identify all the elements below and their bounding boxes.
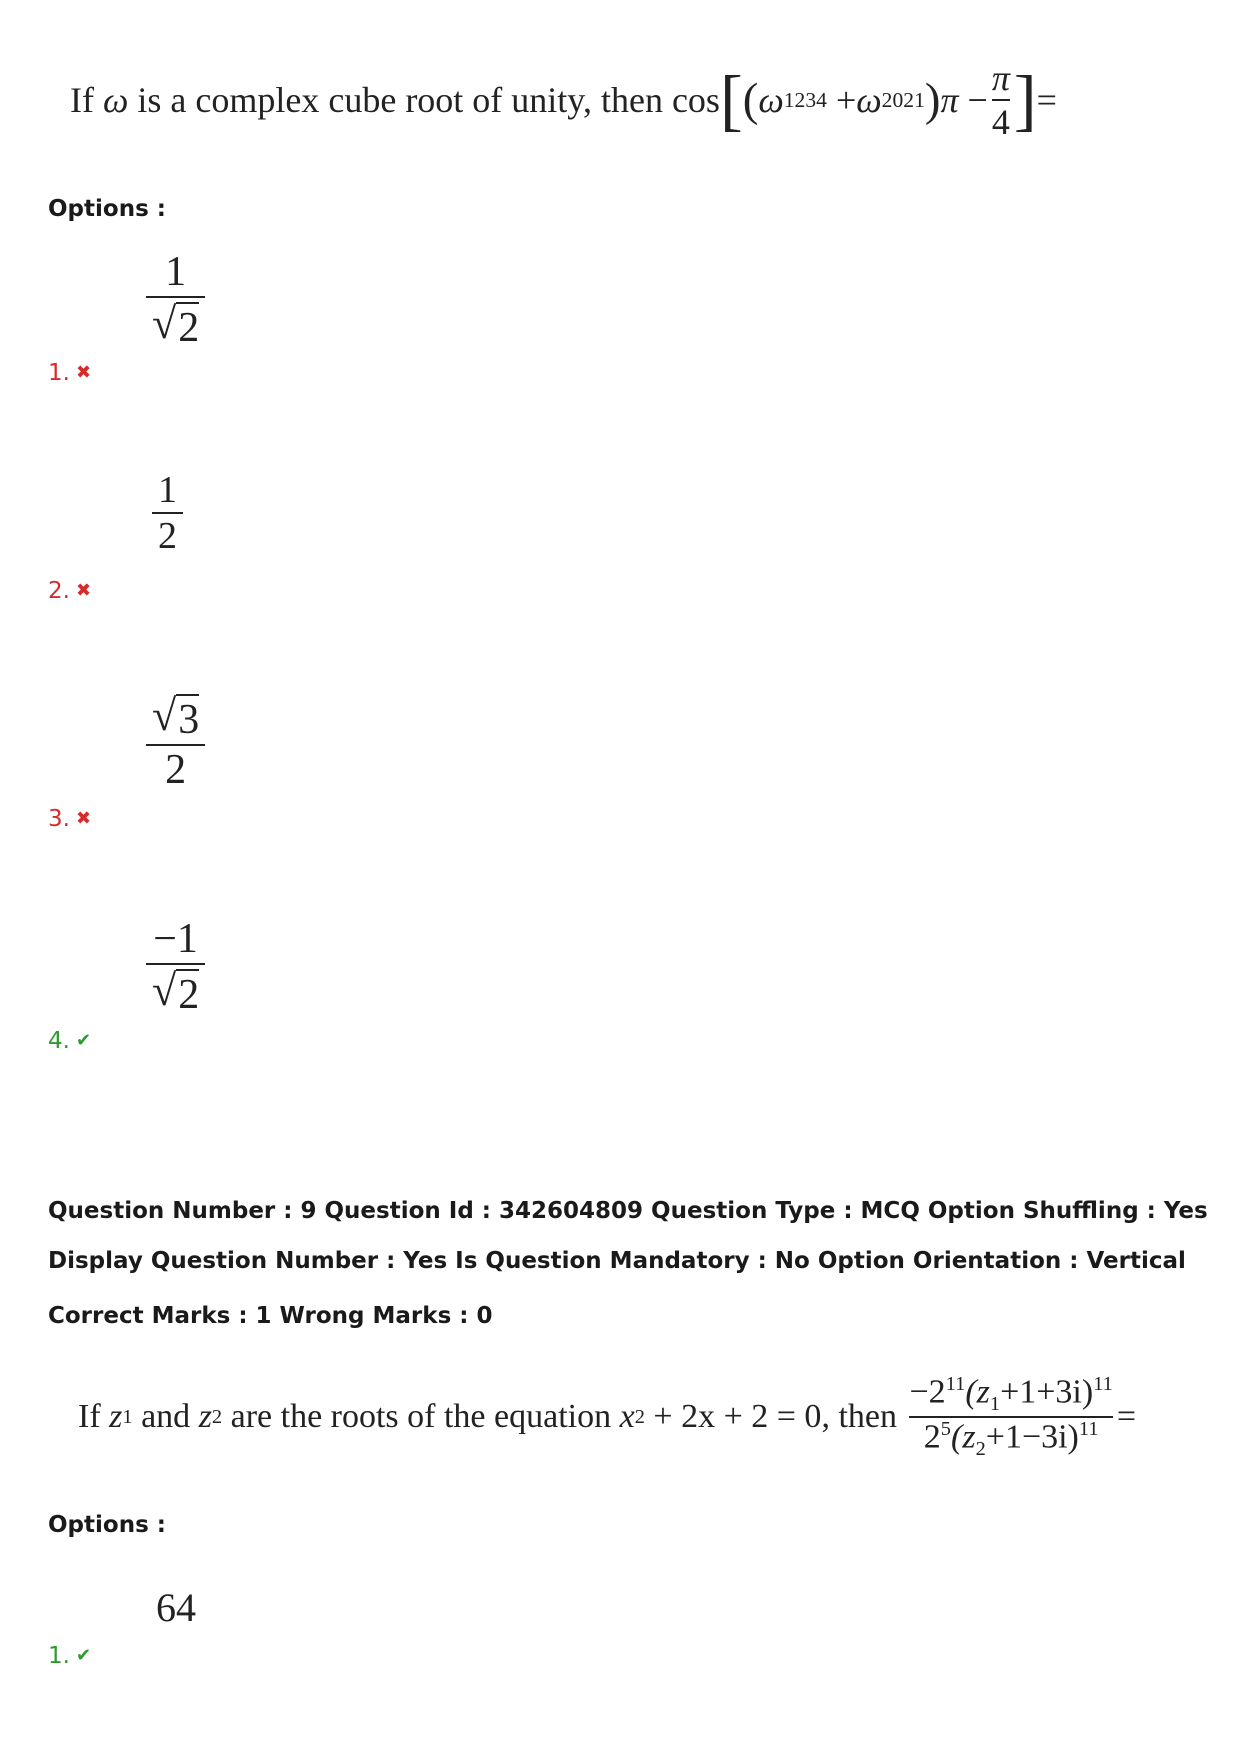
option-2-num: 1 [158,469,177,511]
option-1 [48,360,91,386]
q2-equals: = [1116,1398,1137,1435]
options-label-2: Options : [48,1512,166,1538]
question-meta-line-1: Question Number : 9 Question Id : 342604809 Question Type : MCQ Option Shuffling : Yes [48,1198,1208,1224]
q1-exp1: 1234 [783,87,827,112]
option-4-den: √ 2 [152,966,200,1018]
q2-option-1-value: 64 [156,1585,196,1630]
option-3-den: 2 [165,747,187,793]
option-1-value [146,248,205,352]
q2-option-1 [48,1643,91,1669]
option-4-num: −1 [153,916,198,962]
q2-eqrest: + 2x + 2 = 0 [653,1398,822,1435]
option-3 [48,806,91,832]
option-2-value [152,468,183,558]
check-icon: ✔ [75,1030,92,1051]
q1-equals: = [1036,80,1057,120]
q2-z1: z [109,1398,123,1435]
cross-icon: ✖ [75,808,92,829]
option-4-number: 4. [48,1028,70,1054]
q2-sub2: 2 [211,1405,223,1428]
q1-pi-over-4 [992,57,1010,143]
q2-fraction [909,1373,1112,1461]
question-1-text: If ω is a complex cube root of unity, then cos [ ( ω 1234 + ω 2021 ) π − π 4 ] = [70,58,1057,142]
option-3-value [146,690,205,794]
cross-icon: ✖ [75,362,92,383]
q2-sq: 2 [634,1405,645,1428]
q1-pi: π [940,80,959,120]
check-icon: ✔ [75,1645,92,1666]
option-2-den: 2 [158,515,177,557]
q1-omega: ω [102,80,129,120]
question-meta-line-2: Display Question Number : Yes Is Question Mandatory : No Option Orientation : Vertical [48,1248,1186,1274]
cross-icon: ✖ [75,580,92,601]
q2-x: x [619,1398,635,1435]
option-2 [48,578,91,604]
options-label-1: Options : [48,196,166,222]
q2-text: are the roots of the equation [230,1398,612,1435]
q1-frac-den: 4 [991,102,1010,142]
q1-frac-num: π [991,58,1010,98]
q2-denominator: $2^5(z_2+1-3i)^{11}$ [923,1418,1099,1461]
option-1-number: 1. [48,360,70,386]
option-3-number: 3. [48,806,70,832]
q1-text: is a complex cube root of unity, then [137,80,663,120]
q2-lead: If [78,1398,101,1435]
q1-minus: − [967,80,988,120]
q2-then: , then [821,1398,897,1435]
option-1-den: √ 2 [152,299,200,351]
q2-sub1: 1 [122,1405,133,1428]
q2-and: and [141,1398,191,1435]
option-4-value [146,915,205,1019]
q2-numerator: $-2^{11}(z_1+1+3i)^{11}$ [909,1372,1113,1415]
question-meta-line-3: Correct Marks : 1 Wrong Marks : 0 [48,1303,493,1329]
question-2-text [78,1352,1136,1482]
q1-lead: If [70,80,94,120]
q2-option-1-number: 1. [48,1643,70,1669]
option-2-number: 2. [48,578,70,604]
q1-omega-a: ω [758,80,784,120]
q1-exp2: 2021 [881,87,925,112]
q1-cos: cos [671,80,720,120]
option-3-num: √ 3 [152,691,200,743]
option-1-num: 1 [165,249,187,295]
q1-plus: + [835,80,857,120]
q2-z2: z [198,1398,212,1435]
q1-omega-b: ω [856,80,882,120]
option-4 [48,1028,91,1054]
